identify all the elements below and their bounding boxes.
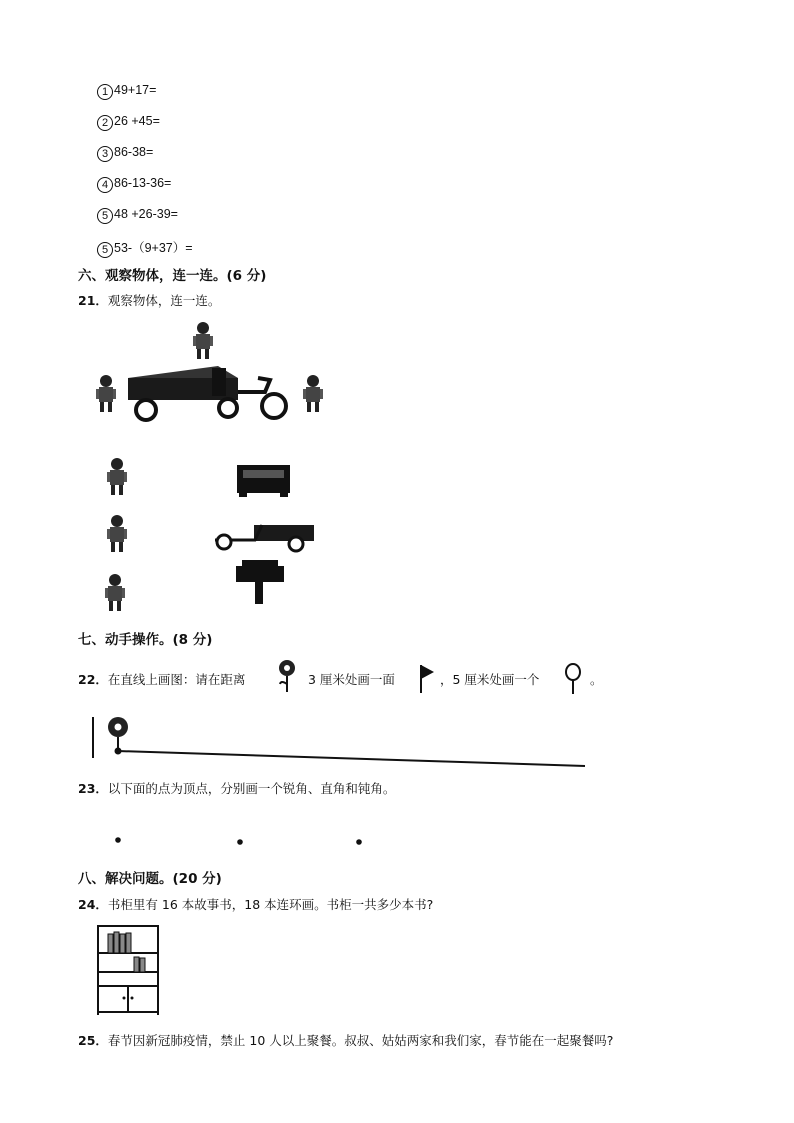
question-22-text2: 3 厘米处画一面 — [308, 672, 395, 687]
question-text-part: 在直线上画图：请在距离 — [107, 672, 246, 687]
question-number: 23． — [78, 781, 108, 796]
question-text: 春节因新冠肺疫情，禁止 10 人以上聚餐。叔叔、姑姑两家和我们家，春节能在一起聚餐吗? — [107, 1033, 614, 1048]
calc-expression: 49+17= — [114, 83, 157, 97]
question-number: 24． — [78, 897, 108, 912]
circled-number: 3 — [97, 146, 113, 162]
question-22-text3: ，5 厘米处画一个 — [440, 672, 540, 687]
question-text: 观察物体，连一连。 — [107, 293, 221, 308]
calc-expression: 86-38= — [114, 145, 154, 159]
question-number: 25． — [78, 1033, 108, 1048]
vertex-point — [237, 839, 243, 845]
vertex-point — [115, 837, 121, 843]
calc-expression: 26 +45= — [114, 114, 160, 128]
circled-number: 1 — [97, 84, 113, 100]
question-text: 以下面的点为顶点，分别画一个锐角、直角和钝角。 — [107, 781, 396, 796]
question-text: 书柜里有 16 本故事书，18 本连环画。书柜一共多少本书? — [107, 897, 434, 912]
calc-expression: 86-13-36= — [114, 176, 172, 190]
question-number: 22． — [78, 672, 108, 687]
question-number: 21． — [78, 293, 108, 308]
section-8-title: 八、解决问题。(20 分) — [78, 871, 222, 887]
question-24 — [78, 895, 433, 913]
calc-expression: 48 +26-39= — [114, 207, 178, 221]
circled-number: 2 — [97, 115, 113, 131]
circled-number: 4 — [97, 177, 113, 193]
section-6-title: 六、观察物体，连一连。(6 分) — [78, 268, 267, 284]
question-25 — [78, 1031, 613, 1049]
vertex-point — [356, 839, 362, 845]
circled-number: 5 — [97, 208, 113, 224]
calc-expression: 53-（9+37）= — [114, 241, 193, 255]
circled-number: 5 — [97, 242, 113, 258]
bookshelf-icon — [96, 924, 160, 1016]
section-7-title: 七、动手操作。(8 分) — [78, 632, 213, 648]
question-22-text4: 。 — [590, 672, 603, 687]
